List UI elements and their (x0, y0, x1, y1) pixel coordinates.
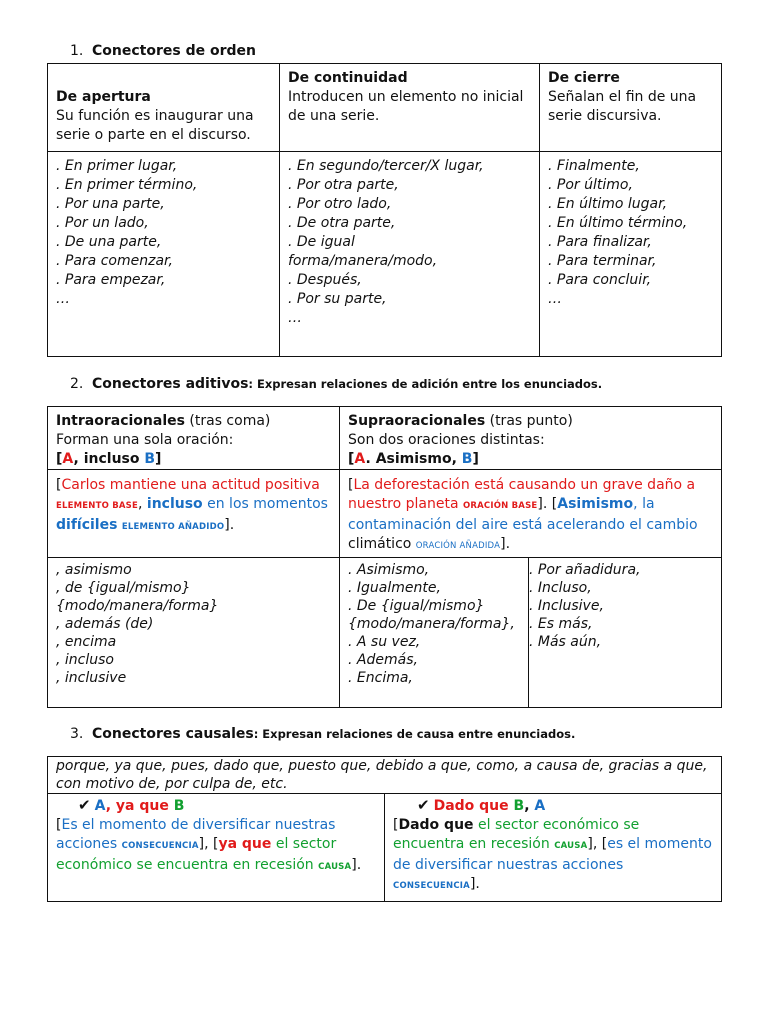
formula-a: A (354, 451, 366, 467)
section-number: 3. (70, 726, 84, 742)
desc-supra: Son dos oraciones distintas: (348, 432, 545, 448)
section-3-title (70, 726, 575, 742)
col-continuidad-header (280, 64, 540, 152)
list-item: . De otra parte, (288, 215, 396, 231)
list-item: … (548, 291, 562, 307)
formula-connector: . Asimismo, (365, 451, 462, 467)
intra-example (48, 470, 340, 558)
supra-example (340, 470, 722, 558)
list-item: . En primer lugar, (56, 158, 178, 174)
tag-base: ELEMENTO BASE (56, 501, 138, 511)
list-item: . Inclusive, (529, 598, 604, 614)
list-item: , asimismo (56, 562, 132, 578)
bracket: ], [ (587, 836, 608, 852)
list-continuidad (280, 152, 540, 357)
list-item: . Por otro lado, (288, 196, 392, 212)
col-apertura-header (48, 64, 280, 152)
list-item: , además (de) (56, 616, 154, 632)
list-item: . Además, (348, 652, 418, 668)
bracket: ]. (351, 857, 362, 873)
example-consequence: es el momento de diversificar nuestras acciones (393, 836, 712, 873)
example-added-bold: difíciles (56, 517, 118, 533)
bracket: ], [ (198, 836, 219, 852)
example-added-plain: climático (348, 536, 412, 552)
list-item: . En último término, (548, 215, 688, 231)
comma: , (137, 496, 143, 512)
list-item: , inclusive (56, 670, 127, 686)
list-item: . En primer término, (56, 177, 198, 193)
check-icon: ✔ (78, 796, 91, 814)
list-supra-1 (340, 558, 529, 708)
bracket: [ (393, 817, 399, 833)
section-heading: Conectores aditivos (92, 376, 249, 392)
example-added: en los momentos (207, 496, 328, 512)
causal-connectors-table (47, 756, 722, 902)
tag-consequence: CONSECUENCIA (121, 841, 199, 851)
desc-apertura: Su función es inaugurar una serie o parte en el discurso. (56, 108, 254, 143)
list-item: . Para terminar, (548, 253, 657, 269)
list-item: . Para comenzar, (56, 253, 173, 269)
list-item: , de {igual/mismo} (56, 580, 191, 596)
formula-connector: Dado que (433, 798, 514, 814)
list-item: . Por otra parte, (288, 177, 399, 193)
list-item: … (288, 310, 302, 326)
col-cierre-header (540, 64, 722, 152)
formula-b: B (173, 798, 185, 814)
list-cierre (540, 152, 722, 357)
example-connector: Dado que (398, 817, 474, 833)
bracket: ]. (500, 536, 511, 552)
supra-header (340, 407, 722, 470)
causal-left-example (48, 794, 385, 902)
check-icon: ✔ (417, 796, 430, 814)
example-connector: incluso (146, 496, 203, 512)
formula-supra (348, 450, 713, 469)
list-item: . Finalmente, (548, 158, 640, 174)
example-cause: el sector económico se encuentra en recesión (56, 836, 337, 873)
causal-list: porque, ya que, pues, dado que, puesto que, debido a que, como, a causa de, gracias a que, con motivo de, por culpa de, etc. (48, 757, 722, 794)
order-connectors-table (47, 63, 722, 357)
example-base: Carlos mantiene una actitud positiva (61, 477, 320, 493)
section-1-title (70, 43, 256, 59)
example-consequence: Es el momento de diversificar nuestras acciones (56, 817, 336, 852)
additive-connectors-table (47, 406, 722, 708)
desc-cierre: Señalan el fin de una serie discursiva. (548, 89, 697, 124)
list-item: , encima (56, 634, 117, 650)
bracket: [ (56, 451, 63, 467)
list-item: . De {igual/mismo} (348, 598, 485, 614)
list-item: . Por su parte, (288, 291, 387, 307)
section-heading: Conectores causales (92, 726, 254, 742)
comma: , (633, 496, 638, 512)
section-number: 2. (70, 376, 84, 392)
formula-b: B (513, 798, 525, 814)
formula-a: A (94, 798, 106, 814)
list-item: . Incluso, (529, 580, 592, 596)
formula-connector: , ya que (105, 798, 174, 814)
bracket: [ (348, 451, 355, 467)
paren-intra: (tras coma) (184, 413, 271, 429)
section-subtitle: : Expresan relaciones de adición entre los enunciados. (248, 377, 603, 391)
example-left (56, 816, 376, 877)
list-item: . Para concluir, (548, 272, 652, 288)
tag-base: ORACIÓN BASE (462, 501, 538, 511)
bracket: ] (155, 451, 162, 467)
example-connector: Asimismo (557, 496, 634, 512)
list-item: . En último lugar, (548, 196, 668, 212)
formula-connector: , incluso (73, 451, 145, 467)
list-item: . De una parte, (56, 234, 162, 250)
list-item: … (56, 291, 70, 307)
list-item: . Es más, (529, 616, 593, 632)
list-item: {modo/manera/forma} (56, 598, 219, 614)
formula-a: A (534, 798, 546, 814)
causal-right-example (385, 794, 722, 902)
list-item: . Por último, (548, 177, 633, 193)
list-item: {modo/manera/forma}, (348, 616, 515, 632)
formula-left (56, 796, 376, 816)
list-item: . Para empezar, (56, 272, 166, 288)
list-item: . Por una parte, (56, 196, 165, 212)
tag-consequence: CONSECUENCIA (393, 881, 470, 891)
bracket: [ (56, 477, 62, 493)
formula-a: A (62, 451, 74, 467)
example-cause: el sector económico se encuentra en recesión (393, 817, 640, 852)
list-item: . De igual (288, 234, 355, 250)
comma: , (524, 798, 535, 814)
heading-supra: Supraoracionales (348, 413, 486, 429)
list-item: . A su vez, (348, 634, 421, 650)
section-heading: Conectores de orden (92, 43, 256, 59)
tag-cause: CAUSA (554, 841, 588, 851)
section-number: 1. (70, 43, 84, 59)
formula-b: B (144, 451, 156, 467)
tag-added: ELEMENTO AÑADIDO (121, 522, 225, 532)
bracket: ]. [ (537, 496, 558, 512)
list-item: . Más aún, (529, 634, 602, 650)
list-item: . Por un lado, (56, 215, 149, 231)
list-item: . Encima, (348, 670, 413, 686)
example-connector: ya que (218, 836, 272, 852)
section-subtitle: : Expresan relaciones de causa entre enunciados. (253, 727, 576, 741)
bracket: [ (56, 817, 62, 833)
example-right (393, 816, 713, 896)
list-apertura (48, 152, 280, 357)
formula-right (393, 796, 713, 816)
intra-header (48, 407, 340, 470)
tag-added: ORACIÓN AÑADIDA (415, 541, 501, 551)
desc-continuidad: Introducen un elemento no inicial de una serie. (288, 89, 524, 124)
list-item: forma/manera/modo, (288, 253, 438, 269)
list-item: . Para finalizar, (548, 234, 652, 250)
formula-intra (56, 450, 331, 469)
formula-b: B (461, 451, 473, 467)
list-item: . Después, (288, 272, 362, 288)
heading-intra: Intraoracionales (56, 413, 185, 429)
desc-intra: Forman una sola oración: (56, 432, 234, 448)
bracket: ]. (224, 517, 235, 533)
heading-cierre: De cierre (548, 70, 620, 86)
bracket: ]. (469, 876, 480, 892)
list-item: . Por añadidura, (529, 562, 641, 578)
list-item: . Igualmente, (348, 580, 441, 596)
list-intra (48, 558, 340, 708)
example-base: La deforestación está causando un grave daño a nuestro planeta (348, 477, 696, 512)
list-supra-2 (529, 558, 722, 708)
heading-continuidad: De continuidad (288, 70, 408, 86)
list-item: . En segundo/tercer/X lugar, (288, 158, 484, 174)
bracket: ] (472, 451, 479, 467)
paren-supra: (tras punto) (485, 413, 573, 429)
section-2-title (70, 376, 602, 392)
list-item: . Asimismo, (348, 562, 430, 578)
tag-cause: CAUSA (318, 862, 352, 872)
example-added: la contaminación del aire está acelerando el cambio (348, 496, 698, 533)
bracket: [ (348, 477, 354, 493)
list-item: , incluso (56, 652, 114, 668)
heading-apertura: De apertura (56, 89, 151, 105)
